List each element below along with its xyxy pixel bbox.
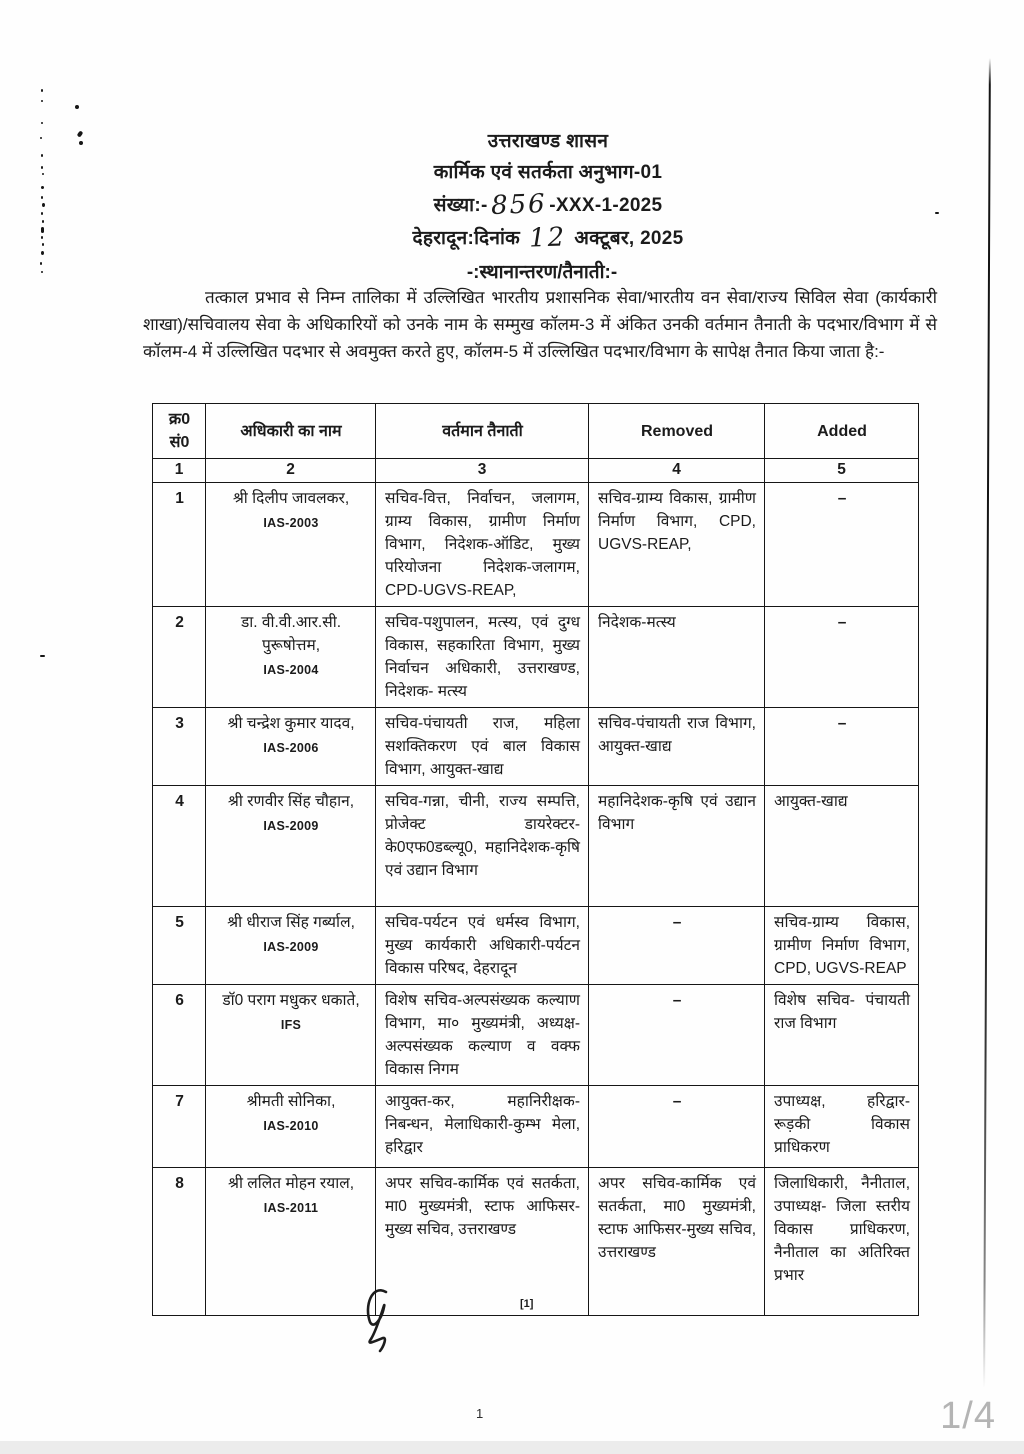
col-num-5: 5 [765, 459, 919, 483]
column-number-row [153, 459, 919, 483]
col-num-4: 4 [589, 459, 765, 483]
table-header-row [153, 404, 919, 459]
officer-name: श्रीमती सोनिका, [246, 1093, 336, 1110]
subject-line: -:स्थानान्तरण/तैनाती:- [466, 262, 618, 283]
header-removed: Removed [589, 404, 765, 459]
officer-name: श्री ललित मोहन रयाल, [227, 1175, 355, 1192]
letter-number-suffix: -XXX-1-2025 [549, 195, 663, 216]
officer-name-cell [206, 708, 376, 786]
removed-cell: – [589, 907, 765, 985]
col-num-1: 1 [153, 459, 206, 483]
table-row [153, 1086, 919, 1168]
document-header [36, 126, 1024, 254]
officer-name: श्री चन्द्रेश कुमार यादव, [227, 715, 355, 732]
current-posting-cell: आयुक्त-कर, महानिरीक्षक- निबन्धन, मेलाधिकारी-कुम्भ मेला, हरिद्वार [376, 1086, 589, 1168]
removed-cell: सचिव-ग्राम्य विकास, ग्रामीण निर्माण विभाग, CPD, UGVS-REAP, [589, 483, 765, 607]
department-line: कार्मिक एवं सतर्कता अनुभाग-01 [433, 162, 663, 183]
officer-cadre: IAS-2004 [263, 663, 319, 677]
letter-number-line [36, 188, 1024, 221]
viewer-page-indicator: 1/4 [940, 1395, 996, 1437]
row-sno: 3 [153, 708, 206, 786]
added-cell: आयुक्त-खाद्य [765, 786, 919, 907]
table-row [153, 483, 919, 607]
current-posting-cell: सचिव-वित्त, निर्वाचन, जलागम, ग्राम्य विकास, ग्रामीण निर्माण विभाग, निदेशक-ऑडिट, मुख्य परियोजना निदेशक-जलागम, CPD-UGVS-REAP, [376, 483, 589, 607]
removed-cell: सचिव-पंचायती राज विभाग, आयुक्त-खाद्य [589, 708, 765, 786]
officer-cadre: IFS [280, 1018, 302, 1032]
removed-cell: महानिदेशक-कृषि एवं उद्यान विभाग [589, 786, 765, 907]
officer-cadre: IAS-2010 [263, 1119, 319, 1133]
page-number: 1 [476, 1406, 484, 1421]
current-posting-cell: विशेष सचिव-अल्पसंख्यक कल्याण विभाग, मा० मुख्यमंत्री, अध्यक्ष- अल्पसंख्यक कल्याण व वक्फ विकास निगम [376, 985, 589, 1086]
header-current-posting: वर्तमान तैनाती [376, 404, 589, 459]
removed-cell: – [589, 1086, 765, 1168]
officer-name-cell [206, 607, 376, 708]
officer-name: श्री रणवीर सिंह चौहान, [227, 793, 355, 810]
added-cell: जिलाधिकारी, नैनीताल, उपाध्यक्ष- जिला स्तरीय विकास प्राधिकरण, नैनीताल का अतिरिक्त प्रभार [765, 1168, 919, 1316]
added-cell: उपाध्यक्ष, हरिद्वार- रूड़की विकास प्राधिकरण [765, 1086, 919, 1168]
officer-name-cell [206, 1086, 376, 1168]
handwritten-signature [356, 1282, 402, 1354]
row-sno: 5 [153, 907, 206, 985]
row-sno: 4 [153, 786, 206, 907]
officer-name-cell [206, 483, 376, 607]
officer-name: डा. वी.वी.आर.सी. पुरूषोत्तम, [240, 614, 342, 654]
officer-cadre: IAS-2009 [263, 940, 319, 954]
officer-name-cell [206, 1168, 376, 1316]
intro-paragraph: तत्काल प्रभाव से निम्न तालिका में उल्लिखित भारतीय प्रशासनिक सेवा/भारतीय वन सेवा/राज्य सिविल सेवा (कार्यकारी शाखा)/सचिवालय सेवा के अधिकारियों को उनके नाम के सम्मुख कॉलम-3 में अंकित उनकी वर्तमान तैनाती के पदभार/विभाग में से कॉलम-4 में उल्लिखित पदभार से अवमुक्त करते हुए, कॉलम-5 में उल्लिखित पदभार/विभाग के सापेक्ष तैनात किया जाता है:- [143, 288, 937, 361]
officer-cadre: IAS-2011 [263, 1201, 319, 1215]
footnote-ref: [1] [520, 1298, 534, 1310]
current-posting-cell: अपर सचिव-कार्मिक एवं सतर्कता, मा0 मुख्यमंत्री, स्टाफ आफिसर-मुख्य सचिव, उत्तराखण्ड [376, 1168, 589, 1316]
officer-cadre: IAS-2006 [263, 741, 319, 755]
col-num-2: 2 [206, 459, 376, 483]
row-sno: 8 [153, 1168, 206, 1316]
added-cell: – [765, 607, 919, 708]
transfer-table [152, 403, 919, 1316]
officer-name: डॉ0 पराग मधुकर धकाते, [222, 992, 360, 1009]
added-cell: सचिव-ग्राम्य विकास, ग्रामीण निर्माण विभाग, CPD, UGVS-REAP [765, 907, 919, 985]
header-officer-name: अधिकारी का नाम [206, 404, 376, 459]
added-cell: विशेष सचिव- पंचायती राज विभाग [765, 985, 919, 1086]
removed-cell: निदेशक-मत्स्य [589, 607, 765, 708]
viewer-bottom-strip [0, 1441, 1024, 1454]
table-row [153, 1168, 919, 1316]
header-sno: क्र0 सं0 [153, 404, 206, 459]
removed-cell: अपर सचिव-कार्मिक एवं सतर्कता, मा0 मुख्यमंत्री, स्टाफ आफिसर-मुख्य सचिव, उत्तराखण्ड [589, 1168, 765, 1316]
table-row [153, 907, 919, 985]
added-cell: – [765, 483, 919, 607]
government-title: उत्तराखण्ड शासन [487, 131, 609, 152]
date-prefix: देहरादून:दिनांक [412, 228, 521, 249]
current-posting-cell: सचिव-पर्यटन एवं धर्मस्व विभाग, मुख्य कार्यकारी अधिकारी-पर्यटन विकास परिषद, देहरादून [376, 907, 589, 985]
row-sno: 1 [153, 483, 206, 607]
table-row [153, 607, 919, 708]
officer-name-cell [206, 786, 376, 907]
row-sno: 2 [153, 607, 206, 708]
added-cell: – [765, 708, 919, 786]
officer-name: श्री दिलीप जावलकर, [232, 490, 350, 507]
row-sno: 6 [153, 985, 206, 1086]
officer-name-cell [206, 907, 376, 985]
date-suffix: अक्टूबर, 2025 [574, 228, 684, 249]
officer-cadre: IAS-2009 [263, 819, 319, 833]
officer-cadre: IAS-2003 [263, 516, 319, 530]
current-posting-cell: सचिव-पंचायती राज, महिला सशक्तिकरण एवं बाल विकास विभाग, आयुक्त-खाद्य [376, 708, 589, 786]
date-line [36, 221, 1024, 254]
row-sno: 7 [153, 1086, 206, 1168]
current-posting-cell: सचिव-गन्ना, चीनी, राज्य सम्पत्ति, प्रोजेक्ट डायरेक्टर- के0एफ0डब्ल्यू0, महानिदेशक-कृषि एवं उद्यान विभाग [376, 786, 589, 907]
table-row [153, 985, 919, 1086]
letter-number-handwritten: 856 [490, 189, 547, 221]
table-row [153, 786, 919, 907]
current-posting-cell: सचिव-पशुपालन, मत्स्य, एवं दुग्ध विकास, सहकारिता विभाग, मुख्य निर्वाचन अधिकारी, उत्तराखण्ड, निदेशक- मत्स्य [376, 607, 589, 708]
header-added: Added [765, 404, 919, 459]
letter-number-prefix: संख्या:- [433, 195, 488, 216]
table-row [153, 708, 919, 786]
date-handwritten: 12 [528, 222, 567, 254]
officer-name-cell [206, 985, 376, 1086]
col-num-3: 3 [376, 459, 589, 483]
officer-name: श्री धीराज सिंह गर्ब्याल, [227, 914, 355, 931]
removed-cell: – [589, 985, 765, 1086]
